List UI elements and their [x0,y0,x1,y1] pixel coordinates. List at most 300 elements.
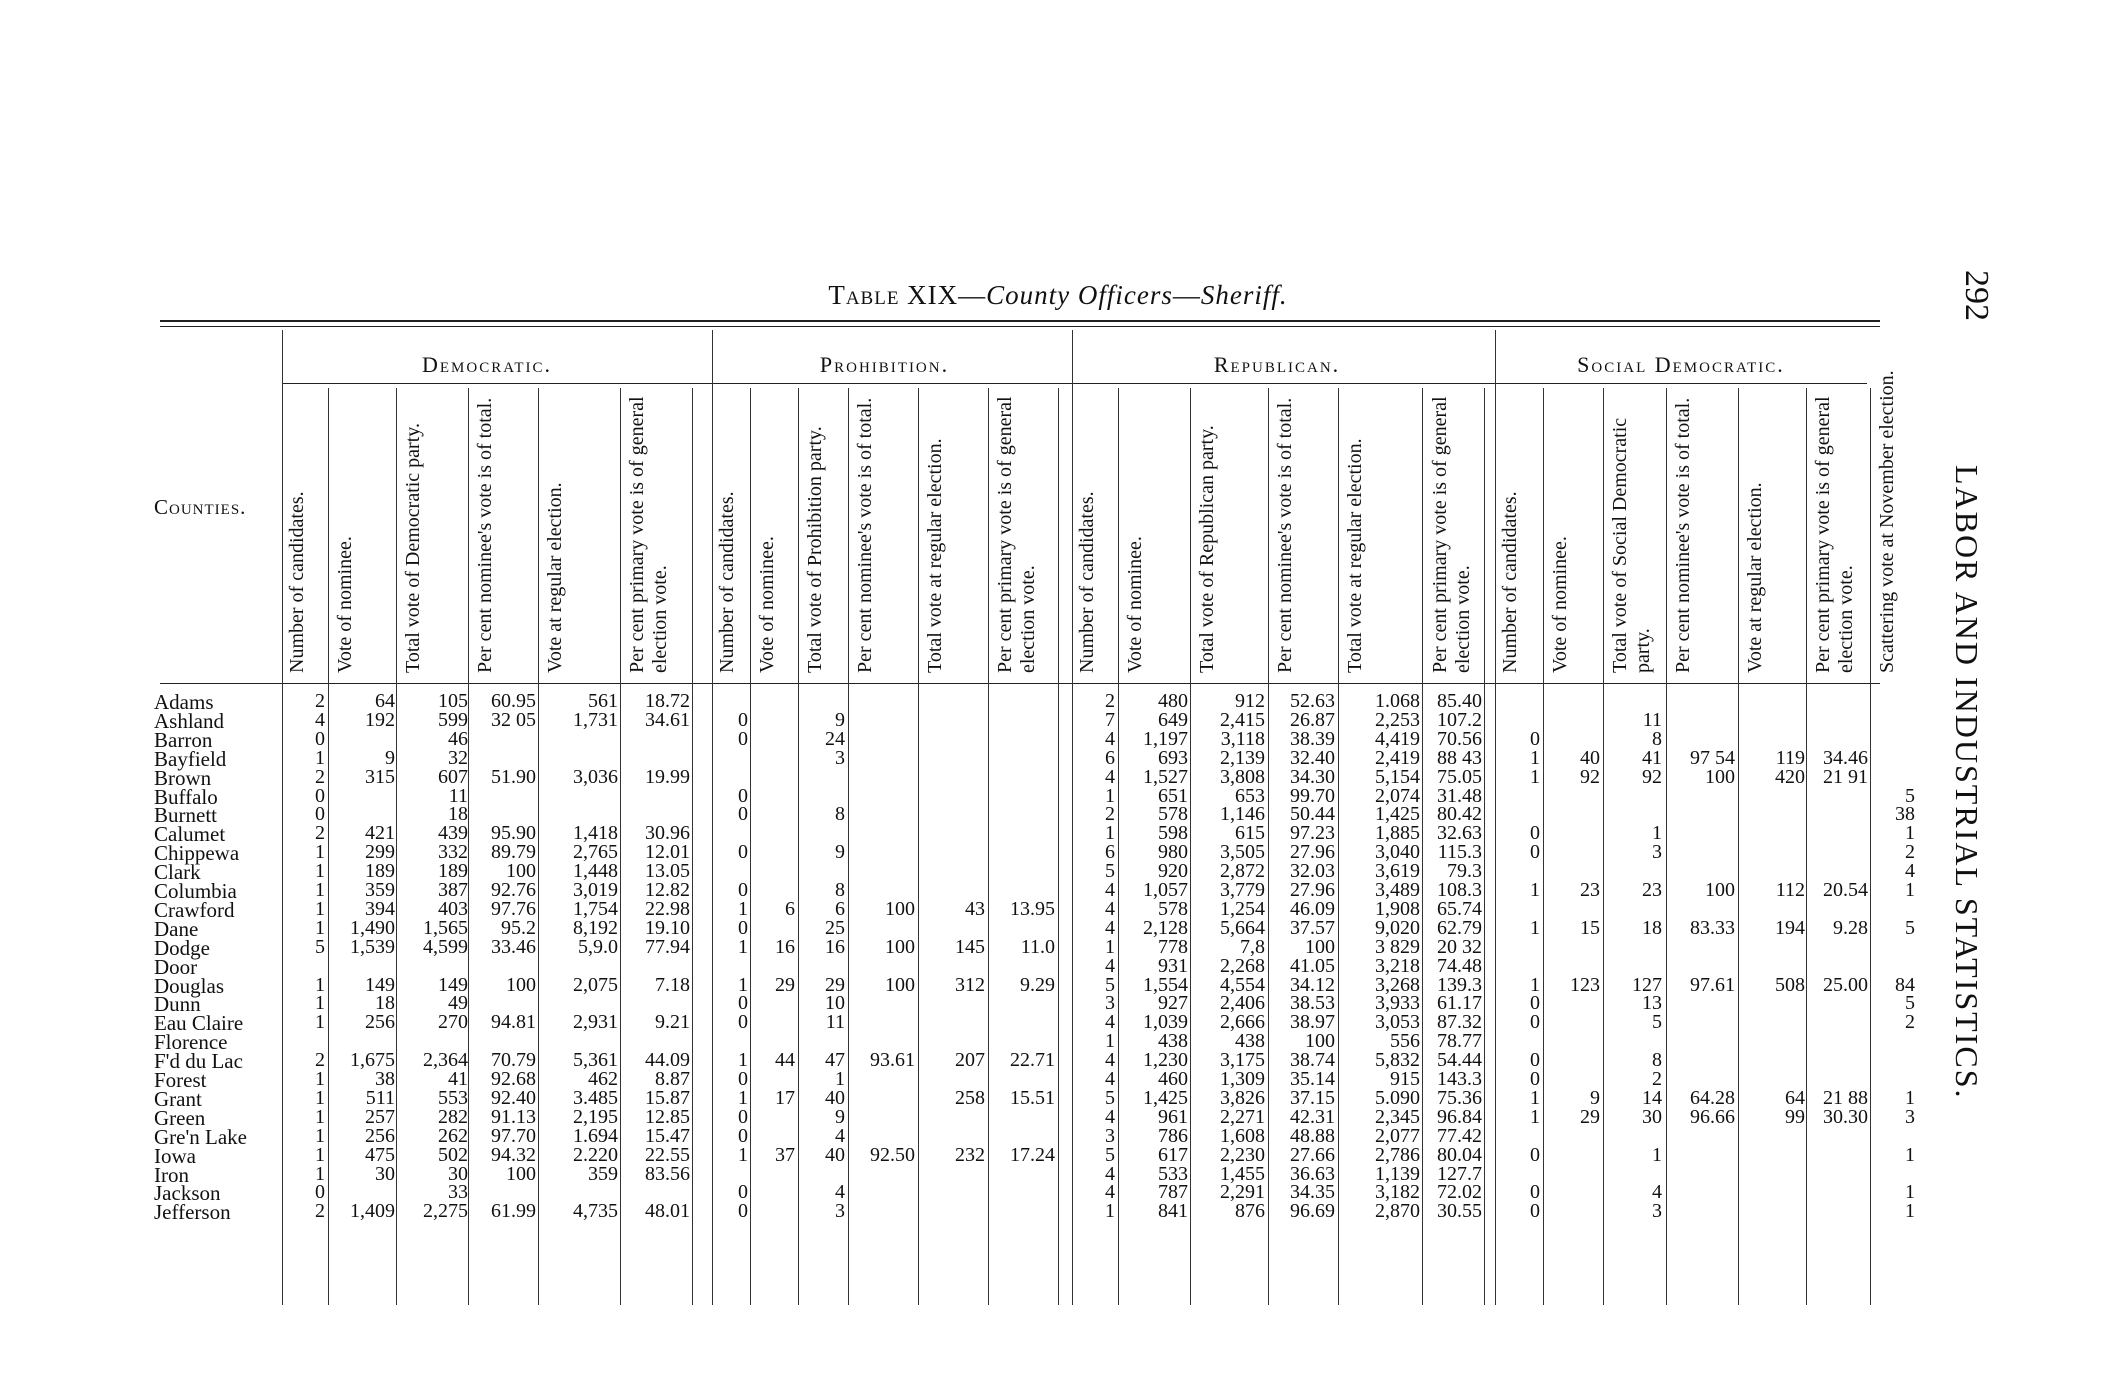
cell-s-2: 9 [1590,1086,1600,1109]
cell-d-5: 359 [588,1162,618,1185]
county-name: Burnett [154,803,217,828]
cell-r-2: 617 [1158,1143,1188,1166]
cell-s-4: 97.61 [1690,973,1735,996]
cell-r-5: 2,786 [1375,1143,1420,1166]
cell-d-4: 100 [506,973,536,996]
county-name: Brown [154,765,212,790]
cell-d-5: 8,192 [573,916,618,939]
cell-d-5: 1,418 [573,822,618,845]
cell-d-4: 51.90 [491,765,536,788]
cell-r-3: 912 [1235,690,1265,712]
cell-r-4: 32.40 [1290,746,1335,769]
column-header-prohibition-6: Per cent primary vote is of general election vote. [994,396,1039,673]
cell-p-3: 9 [835,708,845,731]
cell-r-1: 4 [1105,1049,1115,1072]
cell-r-2: 1,425 [1143,1086,1188,1109]
cell-r-2: 1,554 [1143,973,1188,996]
cell-d-6: 44.09 [645,1049,690,1072]
title-dash: — [958,280,987,310]
column-header-republican-1: Number of candidates. [1076,491,1098,673]
county-name: Florence [154,1030,228,1055]
cell-r-5: 3,268 [1375,973,1420,996]
cell-s-3: 30 [1642,1105,1662,1128]
cell-sc: 1 [1905,1086,1915,1109]
cell-sc: 1 [1905,879,1915,901]
cell-r-3: 7,8 [1240,935,1265,958]
cell-d-5: 462 [588,1068,618,1090]
cell-d-1: 2 [315,822,325,845]
cell-d-5: 1,448 [573,860,618,883]
cell-r-1: 4 [1105,916,1115,939]
cell-r-1: 2 [1105,690,1115,712]
cell-r-4: 34.30 [1290,765,1335,788]
table-row [154,727,1934,752]
cell-d-3: 41 [448,1068,468,1090]
cell-d-2: 299 [365,841,395,864]
cell-s-1: 0 [1530,727,1540,750]
table-row [154,879,1934,903]
cell-p-6: 15.51 [1010,1086,1055,1109]
column-header-republican-4: Per cent nominee's vote is of total. [1274,397,1296,673]
cell-r-4: 100 [1305,935,1335,958]
cell-d-2: 30 [375,1162,395,1185]
cell-s-5: 508 [1775,973,1805,996]
cell-p-2: 6 [785,897,795,920]
cell-d-1: 1 [315,916,325,939]
county-name: Grant [154,1086,202,1111]
cell-r-4: 38.39 [1290,727,1335,750]
column-header-democratic-4: Per cent nominee's vote is of total. [474,397,496,673]
cell-r-3: 1,254 [1220,897,1265,920]
cell-r-6: 80.04 [1437,1143,1482,1166]
cell-d-1: 4 [315,708,325,731]
cell-r-5: 2,870 [1375,1200,1420,1223]
cell-s-3: 5 [1652,1011,1662,1034]
column-header-democratic-1: Number of candidates. [286,491,308,673]
cell-d-4: 100 [506,1162,536,1185]
cell-s-3: 1 [1652,1143,1662,1166]
cell-r-3: 3,175 [1220,1049,1265,1072]
cell-r-4: 41.05 [1290,954,1335,977]
column-header-prohibition-2: Vote of nominee. [756,536,778,673]
table-row [154,708,1934,733]
cell-d-4: 95.2 [501,916,536,939]
cell-r-4: 27.66 [1290,1143,1335,1166]
column-header-democratic-5: Vote at regular election. [544,482,566,673]
table-row [154,916,1934,941]
cell-r-6: 139.3 [1437,973,1482,996]
cell-r-4: 96.69 [1290,1200,1335,1223]
cell-p-1: 0 [738,1181,748,1204]
cell-sc: 3 [1905,1105,1915,1128]
cell-r-2: 1,197 [1143,727,1188,750]
cell-d-2: 315 [365,765,395,788]
cell-p-3: 9 [835,841,845,864]
cell-d-1: 0 [315,1181,325,1204]
cell-d-3: 439 [438,822,468,845]
cell-p-3: 11 [825,1011,845,1034]
cell-r-1: 4 [1105,1068,1115,1090]
county-name: Door [154,954,198,979]
county-name: Ashland [154,708,224,733]
cell-r-3: 3,826 [1220,1086,1265,1109]
cell-d-6: 12.85 [645,1105,690,1128]
cell-s-1: 1 [1530,765,1540,788]
cell-r-3: 653 [1235,784,1265,807]
cell-p-2: 16 [775,935,795,958]
cell-r-1: 1 [1105,822,1115,845]
cell-d-1: 1 [315,1162,325,1185]
column-header-social-democratic-4: Per cent nominee's vote is of total. [1672,397,1694,673]
cell-s-1: 0 [1530,1011,1540,1034]
cell-r-1: 5 [1105,1086,1115,1109]
cell-d-1: 5 [315,935,325,958]
cell-s-3: 13 [1642,992,1662,1015]
cell-s-2: 92 [1580,765,1600,788]
cell-r-3: 3,779 [1220,879,1265,901]
column-header-democratic-2: Vote of nominee. [334,536,356,673]
title-part1: County Officers [986,280,1173,310]
cell-r-2: 1,057 [1143,879,1188,901]
table-row [154,841,1934,866]
top-rule [160,320,1880,322]
cell-s-3: 11 [1642,708,1662,731]
cell-d-1: 1 [315,879,325,901]
cell-s-6: 21 88 [1823,1086,1868,1109]
cell-r-4: 38.97 [1290,1011,1335,1034]
cell-d-1: 1 [315,992,325,1015]
cell-s-3: 23 [1642,879,1662,901]
cell-r-6: 88 43 [1437,746,1482,769]
cell-s-3: 2 [1652,1068,1662,1090]
cell-r-3: 3,808 [1220,765,1265,788]
cell-r-1: 1 [1105,935,1115,958]
table-title [0,280,2116,311]
cell-r-1: 6 [1105,746,1115,769]
cell-p-1: 0 [738,879,748,901]
cell-d-5: 2,075 [573,973,618,996]
cell-r-6: 30.55 [1437,1200,1482,1223]
cell-d-2: 475 [365,1143,395,1166]
county-name: Green [154,1105,206,1130]
cell-sc: 1 [1905,1143,1915,1166]
cell-r-4: 32.03 [1290,860,1335,883]
cell-d-5: 1.694 [573,1124,618,1147]
cell-r-2: 927 [1158,992,1188,1015]
cell-r-2: 1,039 [1143,1011,1188,1034]
cell-r-3: 2,268 [1220,954,1265,977]
cell-p-3: 3 [835,746,845,769]
cell-s-1: 0 [1530,822,1540,845]
column-header-social-democratic-1: Number of candidates. [1499,491,1521,673]
cell-r-1: 3 [1105,992,1115,1015]
cell-r-6: 77.42 [1437,1124,1482,1147]
cell-r-5: 1,885 [1375,822,1420,845]
cell-r-2: 980 [1158,841,1188,864]
cell-s-4: 100 [1705,879,1735,901]
county-name: Douglas [154,973,224,998]
cell-s-5: 194 [1775,916,1805,939]
cell-p-1: 0 [738,708,748,731]
column-header-prohibition-1: Number of candidates. [716,491,738,673]
cell-r-4: 52.63 [1290,690,1335,712]
cell-r-5: 5,154 [1375,765,1420,788]
cell-d-4: 97.76 [491,897,536,920]
top-rule-thin [160,326,1880,327]
table-row [154,954,1934,979]
cell-p-5: 232 [955,1143,985,1166]
cell-d-3: 30 [448,1162,468,1185]
cell-d-6: 13.05 [645,860,690,883]
cell-d-2: 192 [365,708,395,731]
cell-r-1: 4 [1105,879,1115,901]
cell-r-4: 34.35 [1290,1181,1335,1204]
cell-d-5: 2,765 [573,841,618,864]
cell-p-2: 37 [775,1143,795,1166]
cell-d-4: 89.79 [491,841,536,864]
cell-r-6: 87.32 [1437,1011,1482,1034]
cell-r-2: 1,230 [1143,1049,1188,1072]
cell-d-2: 189 [365,860,395,883]
cell-r-1: 4 [1105,1162,1115,1185]
table-row [154,1049,1934,1074]
column-header-prohibition-4: Per cent nominee's vote is of total. [854,397,876,673]
cell-r-3: 5,664 [1220,916,1265,939]
cell-p-1: 0 [738,1011,748,1034]
cell-d-2: 394 [365,897,395,920]
cell-d-2: 256 [365,1124,395,1147]
header-bottom-rule [160,683,1880,684]
cell-r-4: 38.53 [1290,992,1335,1015]
cell-r-3: 1,608 [1220,1124,1265,1147]
cell-r-1: 5 [1105,1143,1115,1166]
cell-p-3: 1 [835,1068,845,1090]
cell-r-3: 4,554 [1220,973,1265,996]
cell-r-3: 2,271 [1220,1105,1265,1128]
table-row [154,897,1934,922]
table-row [154,1068,1934,1092]
cell-p-3: 3 [835,1200,845,1223]
cell-s-1: 1 [1530,746,1540,769]
cell-d-1: 1 [315,746,325,769]
table-row [154,784,1934,809]
cell-r-2: 931 [1158,954,1188,977]
table-row [154,690,1934,714]
table-row [154,822,1934,847]
cell-d-1: 1 [315,1105,325,1128]
cell-p-2: 44 [775,1049,795,1072]
cell-r-5: 2,077 [1375,1124,1420,1147]
cell-r-5: 1,425 [1375,803,1420,826]
cell-d-1: 1 [315,1068,325,1090]
cell-r-6: 127.7 [1437,1162,1482,1185]
cell-d-5: 5,9.0 [578,935,618,958]
cell-r-2: 1,527 [1143,765,1188,788]
cell-d-3: 599 [438,708,468,731]
cell-p-1: 0 [738,784,748,807]
cell-r-4: 46.09 [1290,897,1335,920]
cell-r-4: 99.70 [1290,784,1335,807]
cell-p-4: 92.50 [870,1143,915,1166]
county-name: Dunn [154,992,201,1017]
table-row [154,1124,1934,1149]
county-name: Iowa [154,1143,196,1168]
cell-r-6: 54.44 [1437,1049,1482,1072]
cell-r-6: 143.3 [1437,1068,1482,1090]
cell-p-5: 145 [955,935,985,958]
cell-sc: 2 [1905,1011,1915,1034]
cell-d-5: 5,361 [573,1049,618,1072]
county-name: Crawford [154,897,235,922]
cell-r-1: 2 [1105,803,1115,826]
table-row [154,1030,1934,1055]
column-header-republican-5: Total vote at regular election. [1344,438,1366,673]
cell-r-5: 1,139 [1375,1162,1420,1185]
county-name: Buffalo [154,784,218,809]
cell-d-2: 256 [365,1011,395,1034]
cell-p-3: 24 [825,727,845,750]
table-row [154,765,1934,790]
cell-s-1: 1 [1530,1086,1540,1109]
table-row [154,1011,1934,1036]
cell-d-3: 282 [438,1105,468,1128]
cell-sc: 84 [1895,973,1915,996]
cell-r-2: 460 [1158,1068,1188,1090]
cell-r-5: 3,489 [1375,879,1420,901]
cell-r-1: 5 [1105,973,1115,996]
cell-r-6: 96.84 [1437,1105,1482,1128]
table-row [154,1086,1934,1111]
cell-r-5: 2,253 [1375,708,1420,731]
cell-d-3: 332 [438,841,468,864]
cell-r-5: 3,182 [1375,1181,1420,1204]
group-democratic: Democratic. [421,352,553,377]
cell-p-1: 0 [738,1124,748,1147]
cell-d-6: 9.21 [655,1011,690,1034]
cell-r-3: 1,146 [1220,803,1265,826]
cell-r-2: 533 [1158,1162,1188,1185]
cell-d-1: 2 [315,1200,325,1223]
cell-p-3: 6 [835,897,845,920]
cell-d-5: 2,195 [573,1105,618,1128]
cell-sc: 4 [1905,860,1915,883]
cell-r-4: 48.88 [1290,1124,1335,1147]
cell-s-1: 1 [1530,916,1540,939]
cell-r-2: 786 [1158,1124,1188,1147]
cell-p-1: 0 [738,916,748,939]
cell-d-3: 2,364 [423,1049,468,1072]
cell-d-6: 8.87 [655,1068,690,1090]
column-header-social-democratic-3: Total vote of Social Democratic party. [1609,417,1654,673]
cell-s-1: 1 [1530,1105,1540,1128]
cell-r-6: 85.40 [1437,690,1482,712]
cell-r-5: 1,908 [1375,897,1420,920]
table-row [154,860,1934,885]
column-header-prohibition-5: Total vote at regular election. [924,438,946,673]
cell-d-6: 22.98 [645,897,690,920]
cell-d-3: 105 [438,690,468,712]
cell-s-2: 29 [1580,1105,1600,1128]
cell-sc: 1 [1905,1200,1915,1223]
cell-r-6: 61.17 [1437,992,1482,1015]
cell-d-1: 0 [315,784,325,807]
counties-header: Counties. [154,495,247,519]
cell-d-1: 1 [315,1124,325,1147]
cell-d-2: 1,490 [350,916,395,939]
cell-r-2: 649 [1158,708,1188,731]
cell-r-1: 4 [1105,727,1115,750]
cell-r-5: 2,345 [1375,1105,1420,1128]
cell-d-2: 421 [365,822,395,845]
cell-d-5: 3.485 [573,1086,618,1109]
cell-p-1: 1 [738,1086,748,1109]
cell-p-1: 0 [738,1105,748,1128]
cell-sc: 5 [1905,784,1915,807]
cell-s-6: 25.00 [1823,973,1868,996]
table-row [154,973,1934,998]
cell-d-2: 257 [365,1105,395,1128]
cell-s-5: 99 [1785,1105,1805,1128]
county-name: Jackson [154,1181,221,1206]
cell-s-5: 119 [1775,746,1805,769]
cell-r-1: 4 [1105,1105,1115,1128]
cell-p-3: 4 [835,1124,845,1147]
cell-p-6: 11.0 [1020,935,1055,958]
cell-p-1: 1 [738,935,748,958]
column-header-scattering: Scattering vote at November election. [1876,370,1898,673]
cell-p-1: 0 [738,841,748,864]
county-name: Dane [154,916,199,941]
cell-r-1: 4 [1105,1181,1115,1204]
cell-d-6: 18.72 [645,690,690,712]
cell-r-1: 3 [1105,1124,1115,1147]
cell-d-6: 83.56 [645,1162,690,1185]
cell-p-1: 1 [738,1143,748,1166]
cell-r-5: 9,020 [1375,916,1420,939]
cell-r-3: 2,415 [1220,708,1265,731]
cell-r-3: 2,872 [1220,860,1265,883]
cell-sc: 1 [1905,1181,1915,1204]
cell-s-3: 8 [1652,727,1662,750]
cell-d-4: 95.90 [491,822,536,845]
cell-p-5: 258 [955,1086,985,1109]
cell-p-5: 312 [955,973,985,996]
cell-s-6: 20.54 [1823,879,1868,901]
cell-d-4: 60.95 [491,690,536,712]
cell-d-6: 7.18 [655,973,690,996]
cell-d-3: 189 [438,860,468,883]
table-row [154,803,1934,828]
cell-s-3: 4 [1652,1181,1662,1204]
cell-r-3: 438 [1235,1030,1265,1053]
page-number: 292 [1958,270,1995,321]
cell-d-5: 2,931 [573,1011,618,1034]
cell-s-1: 0 [1530,1049,1540,1072]
cell-d-3: 32 [448,746,468,769]
cell-d-6: 30.96 [645,822,690,845]
cell-r-3: 1,455 [1220,1162,1265,1185]
cell-sc: 2 [1905,841,1915,864]
table-row [154,746,1934,771]
column-header-social-democratic-5: Vote at regular election. [1744,482,1766,673]
cell-d-3: 607 [438,765,468,788]
cell-d-4: 33.46 [491,935,536,958]
cell-d-4: 92.40 [491,1086,536,1109]
cell-sc: 1 [1905,822,1915,845]
cell-r-1: 6 [1105,841,1115,864]
cell-d-3: 262 [438,1124,468,1147]
cell-r-4: 42.31 [1290,1105,1335,1128]
